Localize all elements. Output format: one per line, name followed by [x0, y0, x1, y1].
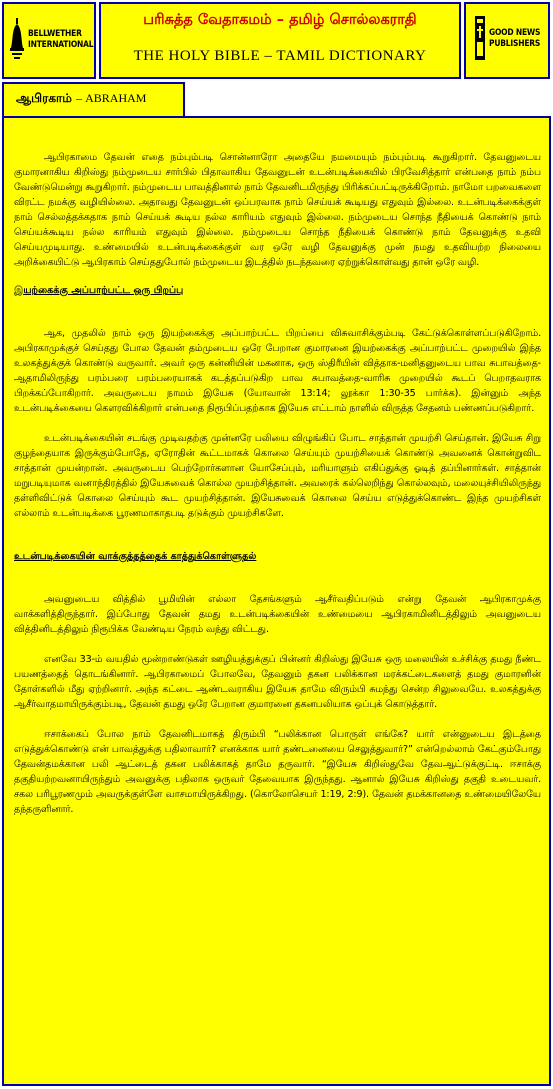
topic-label-box: [2, 82, 185, 118]
logo-line-1: BELLWETHER: [28, 28, 82, 38]
title-english: THE HOLY BIBLE – TAMIL DICTIONARY: [133, 48, 427, 64]
topic-english: – ABRAHAM: [76, 91, 147, 105]
bellwether-logo: [2, 2, 96, 79]
section-heading: உடன்படிக்கையின் வாக்குத்தத்தைக் காத்துக்கொள்ளுதல்: [14, 551, 257, 562]
article-body: [2, 116, 551, 1086]
logo-line-2: PUBLISHERS: [489, 38, 541, 48]
book-icon: [474, 16, 486, 60]
logo-line-1: GOOD NEWS: [489, 27, 541, 37]
bell-icon: [10, 18, 24, 60]
section-heading: இயற்கைக்கு அப்பாற்பட்ட ஒரு பிறப்பு: [14, 285, 184, 296]
title-banner: [99, 2, 461, 79]
paragraph: உடன்படிக்கையின் சடங்கு முடிவதற்கு முன்னரே பலியை விழுங்கிப் போட சாத்தான் முயற்சி செய்தான். இயேசு சிறு குழந்தையாக இருக்கும்போதே, ஏரோதின் கூட்டமாகக் கொலை செய்யும் முயற்சியைக் கொண்டு அவனைக் கொன்றுவிட சாத்தான் முயன்றான். அவருடைய பெற்றோர்களான யோசேப்பும், மரியாளும் எகிப்துக்கு ஓடித் தப்பினார்கள். சாத்தான் மறுபடியுமாக வனாந்திரத்தில் இயேசுவைக் கொல்ல முயற்சித்தான். அவரைக் கல்லெறிந்து கொல்லவும், மலையுச்சியிலிருந்து தள்ளிவிட்டுக் கொலை செய்யும் கூட முயற்சித்தான். இயேசுவைக் கொலை செய்ய எடுத்துக்கொண்ட இந்த முயற்சிகள் எல்லாம் உடன்படிக்கை பூரணமாகாதபடி தடுக்கும் முயற்சிகளே.: [14, 433, 541, 519]
logo-line-2: INTERNATIONAL: [28, 39, 94, 49]
good-news-logo: [464, 2, 550, 79]
topic-heading: [16, 91, 146, 107]
paragraph: ஆபிரகாமை தேவன் எதை நம்பும்படி சொன்னாரோ அதையே நமமையும் நம்பும்படி கூறுகிறார். தேவனுடைய குமாரனாகிய கிறிஸ்து நம்முடைய சார்பில் பிதாவாகிய தேவனுடன் உடன்படிக்கையில் பிரவேசித்தார் என்பதை நாம் நம்ப வேண்டுமென்று கூறுகிறார். நம்முடைய பாவத்தினால் நாம் தேவனிடமிருந்து பிரிக்கப்பட்டிருக்கிறோம். நாமோ பறவைகளை விரட்ட நமக்கு வழியில்லை. அதாவது தேவனுடன் ஒப்பரவாக நாம் செய்யக் கூடியது எதுவும் இல்லை. உடன்படிக்கைக்குள் நாம் செல்லத்தக்கதாக நாம் செய்யக் கூடிய நல்ல காரியம் எதுவும் இல்லை. நம்முடைய சொந்த நீதியைக் கொண்டு நாம் செய்யக்கூடிய நல்ல காரியம் எதுவும் இல்லை. நம்முடைய சொந்த நீதியைக் கொண்டு நாம் தேவனுக்கு உதவி செய்யமுடியாது. உண்மையில் உடன்படிக்கைக்குள் வர ஒரே வழி தேவனுக்கு முன் நமது உதவியற்ற நிலையை அறிக்கையிட்டு ஆபிரகாம் செய்ததுபோல் நம்முடைய இடத்தில் நடந்தவரை ஏற்றுக்கொள்வது தான் ஒரே வழி.: [14, 152, 541, 268]
topic-tamil: ஆபிரகாம்: [16, 91, 72, 105]
paragraph: ஈசாக்கைப் போல நாம் தேவனிடமாகத் திரும்பி “பலிக்கான பொருள் எங்கே? யார் என்னுடைய இடத்தை எடுத்துக்கொண்டு என் பாவத்துக்கு பதிலாவார்? எனக்காக யார் தண்டனையை செலுத்துவார்?” என்றெல்லாம் கேட்கும்போது தேவன்தமக்கான பலி ஆட்டைத் தகன பலிக்காகத் தாமே தருவார். “இயேசு கிறிஸ்துவே தேவஆட்டுக்குட்டி. ஈசாக்கு தகுதியற்றவனாயிருந்தும் அவனுக்கு பதிலாக ஒருவர் தேவையாக இருந்தது. ஆனால் இயேசு கிறிஸ்து தகுதி உடையவர். சகல பரிபூரணமும் அவருக்குள்ளே வாசமாயிருக்கிறது. (கொலோசெயர் 1:19, 2:9). தேவன் தமக்கானதை உண்மையிலேயே தந்தருளினார்.: [14, 729, 541, 815]
paragraph: எனவே 33-ம் வயதில் மூன்றாண்டுகள் ஊழியத்துக்குப் பின்னர் கிறிஸ்து இயேசு ஒரு மலையின் உச்சிக்கு தமது நீண்ட பயணத்தைத் தொடங்கினார். ஆபிரகாமைப் போலவே, தேவனும் தகன பலிக்கான மரக்கட்டைகளைத் தமது குமாரனின் தோள்களில் மீது ஏற்றினார். அந்த கட்டை ஆண்டவராகிய இயேசு தாமே விரும்பி சுமந்து சென்ற சிலுவையே. உலகத்துக்கு ஆசீர்வாதமாயிருக்கும்படி, தேவன் தமது ஒரே பேறான குமாரனை தகனபலியாக ஒப்புக் கொடுத்தார்.: [14, 654, 541, 710]
title-tamil: பரிசுத்த வேதாகமம் – தமிழ் சொல்லகராதி: [143, 12, 417, 28]
paragraph: அவனுடைய வித்தில் பூமியின் எல்லா தேசங்களும் ஆசீர்வதிப்படும் என்று தேவன் ஆபிரகாமுக்கு வாக்களித்திருந்தார். இப்போது தேவன் தமது உடன்படிக்கையின் உண்மையை ஆபிரகாமினிடத்திலும் அவனுடைய வித்தினிடத்திலும் நிரூபிக்க வேண்டிய நேரம் வந்து விட்டது.: [14, 594, 541, 635]
paragraph: ஆக, முதலில் நாம் ஒரு இயற்கைக்கு அப்பாற்பட்ட பிறப்பை விசுவாசிக்கும்படி கேட்டுக்கொள்ளப்படுகிறோம். அபிரகாமுக்குச் செய்தது போல தேவன் தம்முடைய ஒரே பேறான குமாரனை இயற்கைக்கு அப்பாற்பட்ட முறையில் இந்த உலகத்துக்குக் கொண்டு வருவார். அவர் ஒரு கன்னியின் மகனாக, ஒரு ஸ்திரீயின் வித்தாக-மனிதனுடைய பாவ சுபாவத்தை- ஆதாமிலிருந்து பரம்பரை பரம்பரையாகக் கடத்தப்படுகிற பாவ சுபாவத்தை-வாரிசு முறையில் கூடப் பெறாதவராக பிறக்கப்போகிறார். அவருடைய நாமம் இயேசு (யோவான் 13:14; லூக்கா 1:30-35 பார்க்க). இன்னும் அந்த உடன்படிக்கையை கௌரவிக்கிறார் என்பதை நிரூபிப்பதற்காக இயேசு எட்டாம் நாளில் விருத்த சேதனம் பண்ணப்படுகிறார்.: [14, 328, 541, 414]
